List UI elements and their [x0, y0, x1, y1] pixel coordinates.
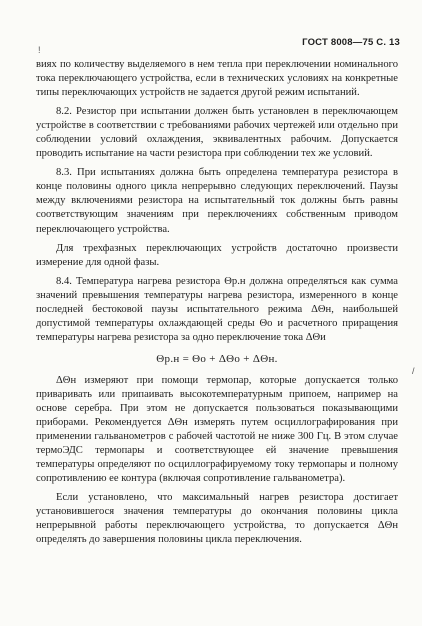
paragraph-measurement: ΔΘн измеряют при помощи термопар, которые допускается только приваривать или припаивать высокотемпературным припоем, например на основе серебра. При этом не допускается пользоваться показывающими приборами. Рекомендуется ΔΘн измерять путем осциллографирования при применении гальванометров с рабочей частотой не ниже 300 Гц. В этом случае термоЭДС термопары и соответствующее ей значение превышения температуры определяют по осциллографируемому току термопары и полному сопротивлению ее контура (включая сопротивление гальванометра).	[36, 374, 398, 485]
margin-mark-top: !	[38, 45, 41, 55]
paragraph-8-4: 8.4. Температура нагрева резистора Θр.н должна определяться как сумма значений превышения температуры нагрева резистора, измеренного в конце последней бестоковой паузы испытательного режима ΔΘн, наибольшей допустимой температуры охлаждающей среды Θо и расчетного приращения температуры нагрева резистора за одно переключение тока ΔΘи	[36, 275, 398, 343]
body-text	[36, 58, 398, 548]
paragraph-8-3: 8.3. При испытаниях должна быть определена температура резистора в конце половины одного цикла непрерывно следующих переключений. Паузы между включениями резистора на испытательный ток должны быть равны соответствующим значениям при переключениях собственным приводом переключающего устройства.	[36, 167, 398, 235]
temperature-formula: Θр.н = Θо + ΔΘо + ΔΘн.	[156, 352, 278, 365]
margin-mark-right: /	[412, 366, 415, 376]
running-head: ГОСТ 8008—75 С. 13	[302, 37, 400, 48]
paragraph-continuation: виях по количеству выделяемого в нем тепла при переключении номинального тока переключающего устройства, если в технических условиях на конкретные типы переключающих устройств не задается другой режим испытаний.	[36, 59, 398, 99]
paragraph-three-phase: Для трехфазных переключающих устройств достаточно произвести измерение для одной фазы.	[36, 242, 398, 268]
paragraph-8-2: 8.2. Резистор при испытании должен быть установлен в переключающем устройстве в соответствии с требованиями рабочих чертежей или отдельно при соблюдении условий охлаждения, эквивалентных рабочим. Допускается проводить испытание на части резистора при соблюдении тех же условий.	[36, 106, 398, 160]
paragraph-max-heating: Если установлено, что максимальный нагрев резистора достигает установившегося значения температуры до окончания половины цикла непрерывной работы переключающего устройства, то допускается ΔΘн определять до завершения половины цикла переключения.	[36, 492, 398, 546]
